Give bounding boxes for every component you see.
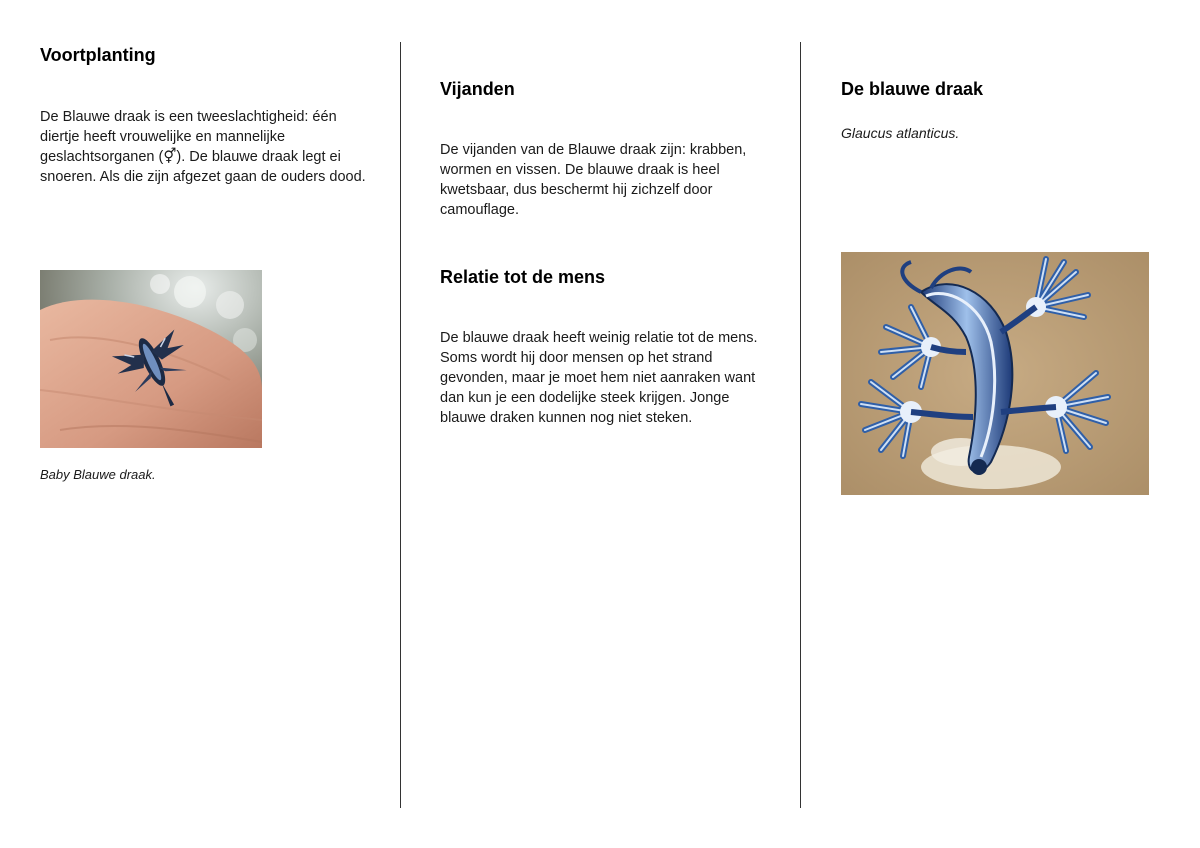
scientific-name: Glaucus atlanticus. <box>841 125 960 141</box>
heading-de-blauwe-draak: De blauwe draak <box>841 79 984 99</box>
paragraph-relatie-tot-de-mens: De blauwe draak heeft weinig relatie tot de mens. Soms wordt hij door mensen op het strand gevonden, maar je moet hem niet aanraken want dan kun je een dodelijke steek krijgen. Jonge blauwe draken kunnen nog niet steken. <box>440 330 758 426</box>
column-divider-left <box>400 42 401 808</box>
photo-adult-blue-dragon <box>841 252 1149 495</box>
photo-baby-blue-dragon <box>40 270 262 448</box>
column-middle <box>440 0 770 848</box>
paragraph-voortplanting: De Blauwe draak is een tweeslachtigheid: één diertje heeft vrouwelijke en mannelijke geslachtsorganen (⚥). De blauwe draak legt ei snoeren. Als die zijn afgezet gaan de ouders dood. <box>40 109 366 185</box>
caption-baby-dragon: Baby Blauwe draak. <box>40 467 156 482</box>
heading-relatie-tot-de-mens: Relatie tot de mens <box>440 267 606 287</box>
heading-voortplanting: Voortplanting <box>40 45 156 65</box>
column-divider-right <box>800 42 801 808</box>
heading-vijanden: Vijanden <box>440 79 515 99</box>
paragraph-vijanden: De vijanden van de Blauwe draak zijn: krabben, wormen en vissen. De blauwe draak is heel kwetsbaar, dus beschermt hij zichzelf door camouflage. <box>440 142 747 218</box>
column-right <box>841 0 1161 848</box>
column-left <box>40 0 370 848</box>
